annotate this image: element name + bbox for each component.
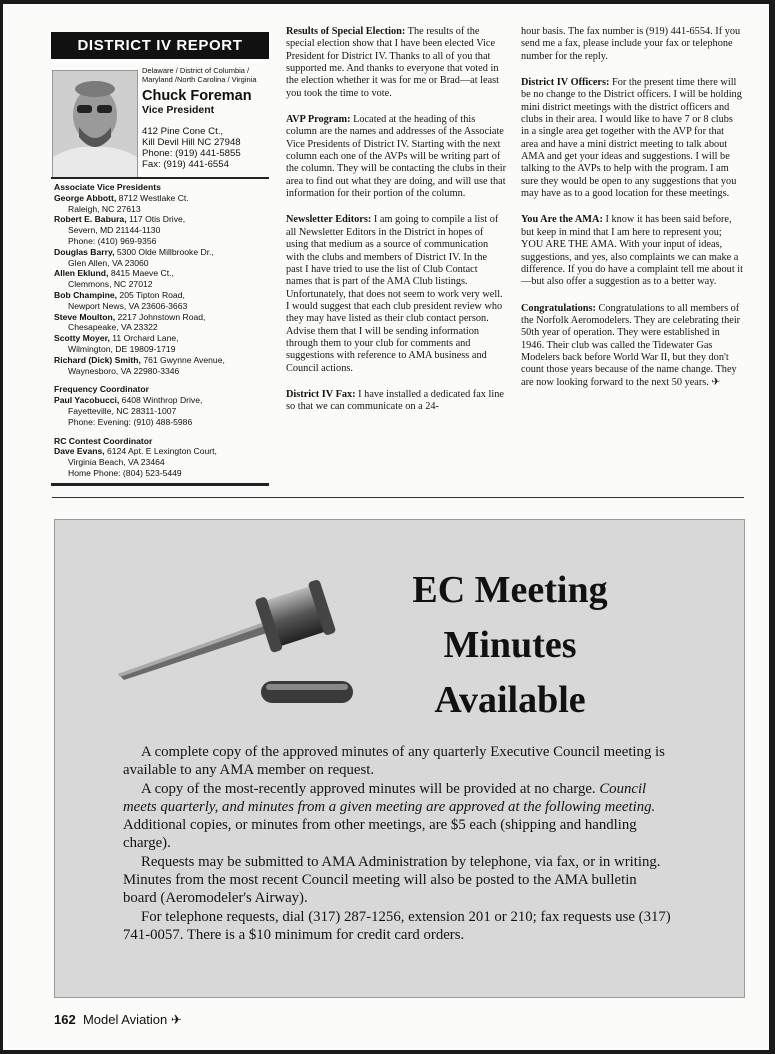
paragraph-lead: You Are the AMA:: [521, 214, 603, 226]
article-paragraph: [286, 114, 506, 200]
paragraph-text: I have installed a dedicated fax line so that we can communicate on a 24-: [286, 388, 504, 413]
article-paragraph: [521, 26, 743, 63]
paragraph-lead: Newsletter Editors:: [286, 214, 372, 226]
officer-address-line: Phone: Evening: (910) 488-5986: [68, 416, 193, 427]
paragraph-text: I know it has been said before, but keep in mind that I am here to represent you; YOU ARE THE AMA. With your input of ideas, suggestions, and yes, also complaints we can make a difference. If you do have a complaint tell me about it—but also offer a suggestion as to a better way.: [521, 214, 743, 288]
report-column-right: [521, 26, 743, 403]
gavel-illustration: [116, 578, 366, 708]
officer-entry: [54, 395, 270, 427]
report-column-middle: [286, 26, 506, 428]
officer-name: George Abbott,: [54, 192, 117, 203]
vp-fax: Fax: (919) 441-6554: [142, 159, 229, 170]
officer-address-line: Wilmington, DE 19809-1719: [68, 343, 176, 354]
officer-address-line: Home Phone: (804) 523-5449: [68, 467, 182, 478]
notice-italic-text: Council meets quarterly, and minutes from a given meeting are approved at the following meeting.: [123, 780, 656, 815]
paragraph-text: hour basis. The fax number is (919) 441-6554. If you send me a fax, please include your fax or telephone number for the reply.: [521, 26, 741, 62]
notice-body: [123, 743, 671, 944]
officer-address-line: 117 Otis Drive,: [128, 214, 186, 225]
article-paragraph: [286, 26, 506, 100]
officer-name: Allen Eklund,: [54, 268, 109, 279]
officer-address-line: Chesapeake, VA 23322: [68, 322, 158, 333]
vice-president-profile: [142, 66, 274, 170]
officer-address-line: Phone: (410) 969-9356: [68, 235, 157, 246]
paragraph-text: For the present time there will be no change to the District officers. I will be holding mini district meetings with the district officers and clubs in their area. I would like to have 7 or 8 clubs in a single area get together with the AVP for that area and have a mini district meeting to talk about AMA and get your ideas and suggestions. I will be talking to the AVPs to help with the program. I am sure they would be open to any suggestions that you may have as to a good location for these meetings.: [521, 77, 742, 200]
officer-name: Robert E. Babura,: [54, 214, 127, 225]
vp-address: [142, 126, 274, 170]
officer-address-line: Waynesboro, VA 22980-3346: [68, 365, 180, 376]
vice-president-photo: [52, 70, 138, 178]
officer-entry: [54, 193, 270, 215]
officer-address-line: 2217 Johnstown Road,: [117, 311, 206, 322]
headline-line: Minutes: [443, 624, 577, 666]
officer-directory: [54, 182, 270, 479]
officer-entry: [54, 333, 270, 355]
article-paragraph: [286, 214, 506, 374]
officer-address-line: 6124 Apt. E Lexington Court,: [107, 446, 217, 457]
vp-phone: Phone: (919) 441-5855: [142, 148, 241, 159]
vp-title: Vice President: [142, 104, 215, 116]
vp-address-line: Kill Devil Hill NC 27948: [142, 137, 241, 148]
officer-name: Douglas Barry,: [54, 246, 115, 257]
page-number: 162: [54, 1012, 76, 1027]
officer-address-line: 8415 Maeve Ct.,: [110, 268, 174, 279]
paragraph-text: Located at the heading of this column are the names and addresses of the Associate Vice Presidents of District IV. Starting with the next column each one of the AVPs will be writing part of the column. They will be contacting the clubs in their area to find out what they are doing, and will use that information for their portion of the column.: [286, 114, 506, 200]
officer-name: Steve Moulton,: [54, 311, 116, 322]
directory-section-heading: Associate Vice Presidents: [54, 182, 161, 192]
officer-address-line: Glen Allen, VA 23060: [68, 257, 149, 268]
officer-name: Scotty Moyer,: [54, 333, 110, 344]
page-footer: [54, 1012, 182, 1028]
officer-entry: [54, 312, 270, 334]
notice-headline: [340, 563, 680, 728]
officer-address-line: 8712 Westlake Ct.: [118, 192, 189, 203]
section-divider: [52, 497, 744, 498]
officer-address-line: Clemmons, NC 27012: [68, 279, 153, 290]
sidebar-divider: [51, 177, 269, 179]
paragraph-text: Congratulations to all members of the Norfolk Aeromodelers. They are celebrating their 50th year of operation. They were established in 1946. Their club was called the Tidewater Gas Modelers back before World War II, but they don't count those years because of the name change. They are now looking forward to the next 50 years. ✈: [521, 302, 741, 388]
notice-paragraph: For telephone requests, dial (317) 287-1256, extension 201 or 210; fax requests use (317) 741-0057. There is a $10 minimum for credit card orders.: [123, 908, 671, 943]
officer-entry: [54, 290, 270, 312]
officer-entry: [54, 247, 270, 269]
officer-name: Richard (Dick) Smith,: [54, 354, 141, 365]
notice-paragraph: [123, 780, 671, 853]
article-paragraph: [521, 77, 743, 200]
headline-line: Available: [434, 679, 586, 721]
paragraph-lead: District IV Fax:: [286, 388, 356, 400]
notice-text: Additional copies, or minutes from other meetings, are $5 each (shipping and handling charge).: [123, 817, 637, 852]
officer-entry: [54, 355, 270, 377]
paragraph-lead: Results of Special Election:: [286, 26, 406, 37]
paragraph-text: I am going to compile a list of all Newsletter Editors in the District in hopes of using that medium as a source of communication with the clubs and members of District IV. In the past I have tried to use the list of Club Contact names that is part of the AMA Club listings. Unfortunately, that does not seem to work very well. I would suggest that each club president review who they may have listed as their club contact person. Advise them that I will be sending information through them to your club for comments and suggestions with reference to AMA business and Council actions.: [286, 214, 503, 374]
magazine-name: Model Aviation ✈: [82, 1012, 182, 1027]
headline-line: EC Meeting: [412, 569, 608, 611]
officer-name: Dave Evans,: [54, 446, 105, 457]
vp-name: Chuck Foreman: [142, 88, 252, 104]
article-paragraph: [521, 303, 743, 389]
officer-address-line: 5300 Olde Millbrooke Dr.,: [116, 246, 214, 257]
directory-section-heading: Frequency Coordinator: [54, 384, 150, 395]
district-banner: DISTRICT IV REPORT: [51, 32, 269, 59]
officer-name: Paul Yacobucci,: [54, 395, 120, 406]
officer-address-line: Severn, MD 21144-1130: [68, 225, 161, 236]
officer-address-line: 761 Gwynne Avenue,: [143, 354, 225, 365]
officer-address-line: Virginia Beach, VA 23464: [68, 457, 165, 468]
paragraph-lead: AVP Program:: [286, 114, 351, 126]
notice-paragraph: Requests may be submitted to AMA Administration by telephone, via fax, or in writing. Minutes from the most recent Council meeting will also be posted to the AMA bulletin board (Aeromodeler's Airway).: [123, 853, 661, 907]
officer-address-line: 205 Tipton Road,: [119, 289, 185, 300]
officer-address-line: 6408 Winthrop Drive,: [121, 395, 203, 406]
notice-paragraph: A complete copy of the approved minutes of any quarterly Executive Council meeting is available to any AMA member on request.: [123, 744, 665, 779]
officer-entry: [54, 446, 270, 478]
officer-entry: [54, 268, 270, 290]
directory-section-heading: RC Contest Coordinator: [54, 435, 153, 446]
article-paragraph: [521, 214, 743, 288]
officer-name: Bob Champine,: [54, 289, 118, 300]
paragraph-text: The results of the special election show that I have been elected Vice President for District IV. Thanks to all of you that supported me. And thanks to everyone that voted in the election whether it was for me or Brad—at least you took the time to vote.: [286, 26, 500, 99]
notice-text: A copy of the most-recently approved minutes will be provided at no charge.: [141, 780, 600, 797]
officer-address-line: Raleigh, NC 27613: [68, 203, 141, 214]
officer-address-line: Fayetteville, NC 28311-1007: [68, 405, 177, 416]
vp-address-line: 412 Pine Cone Ct.,: [142, 126, 224, 137]
paragraph-lead: District IV Officers:: [521, 77, 610, 89]
officer-address-line: Newport News, VA 23606-3663: [68, 300, 188, 311]
paragraph-lead: Congratulations:: [521, 302, 596, 314]
article-paragraph: [286, 389, 506, 414]
officer-address-line: 11 Orchard Lane,: [112, 333, 179, 344]
district-states: Delaware / District of Columbia / Maryland /North Carolina / Virginia: [142, 66, 257, 84]
sidebar-bottom-rule: [51, 483, 269, 486]
officer-entry: [54, 214, 270, 246]
